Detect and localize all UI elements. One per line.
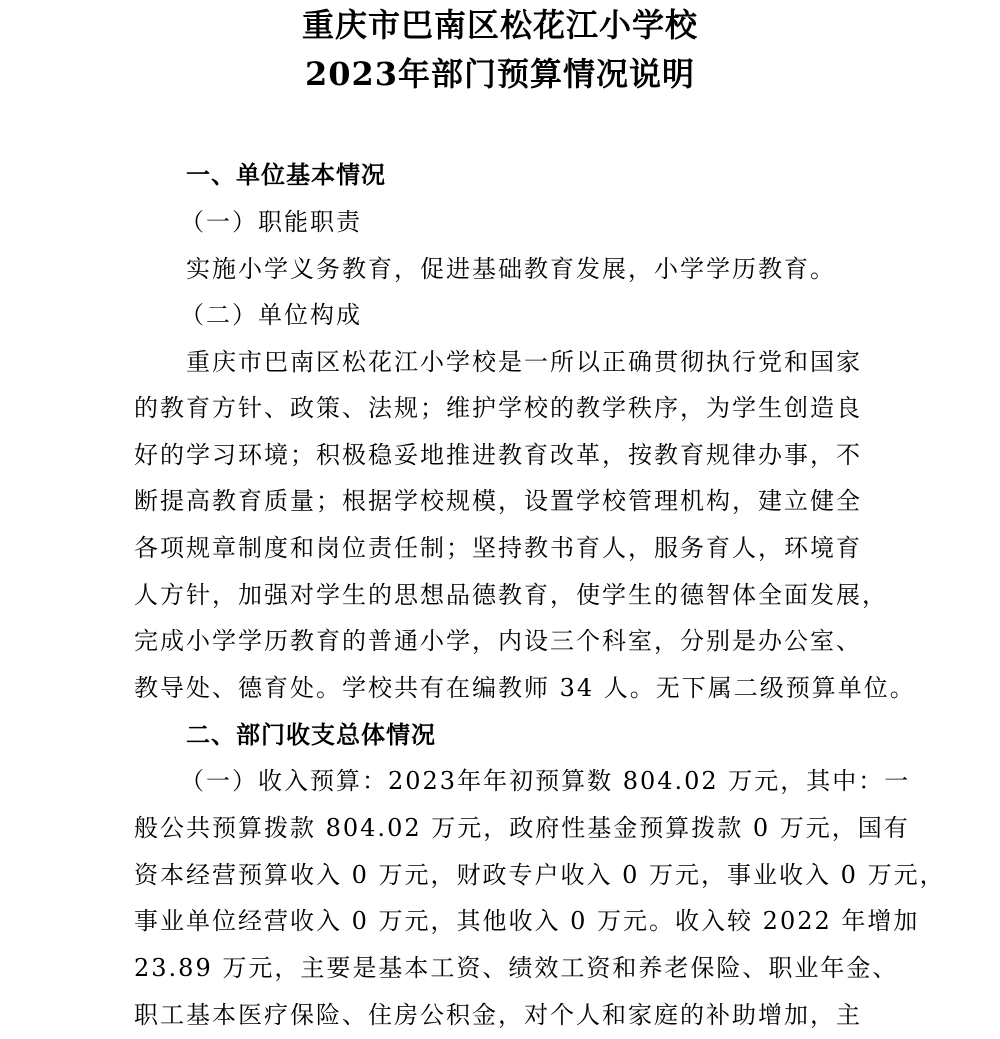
- paragraph-line: 重庆市巴南区松花江小学校是一所以正确贯彻执行党和国家: [186, 348, 862, 376]
- document-title-line1: 重庆市巴南区松花江小学校: [301, 6, 698, 44]
- paragraph-line: 资本经营预算收入 0 万元，财政专户收入 0 万元，事业收入 0 万元，: [134, 861, 946, 889]
- section1-heading: 一、单位基本情况: [186, 160, 386, 189]
- paragraph-line: 教导处、德育处。学校共有在编教师 34 人。无下属二级预算单位。: [134, 674, 916, 702]
- section2-heading: 二、部门收支总体情况: [186, 720, 436, 749]
- paragraph-line: 完成小学学历教育的普通小学，内设三个科室，分别是办公室、: [134, 627, 862, 655]
- document-title-line2: 2023年部门预算情况说明: [304, 55, 696, 93]
- paragraph-line: 般公共预算拨款 804.02 万元，政府性基金预算拨款 0 万元，国有: [134, 814, 910, 842]
- paragraph-line: 好的学习环境；积极稳妥地推进教育改革，按教育规律办事，不: [134, 441, 862, 469]
- paragraph-line: 各项规章制度和岗位责任制；坚持教书育人，服务育人，环境育: [134, 534, 862, 562]
- paragraph-line: 断提高教育质量；根据学校规模，设置学校管理机构，建立健全: [134, 487, 862, 515]
- paragraph-line: 事业单位经营收入 0 万元，其他收入 0 万元。收入较 2022 年增加: [134, 907, 920, 935]
- section1-sub1-heading: （一）职能职责: [180, 208, 362, 236]
- section1-sub1-text: 实施小学义务教育，促进基础教育发展，小学学历教育。: [186, 255, 836, 283]
- paragraph-line: 23.89 万元，主要是基本工资、绩效工资和养老保险、职业年金、: [134, 954, 899, 982]
- paragraph-line: 的教育方针、政策、法规；维护学校的教学秩序，为学生创造良: [134, 394, 862, 422]
- paragraph-line: （一）收入预算：2023年年初预算数 804.02 万元，其中：一: [180, 767, 911, 795]
- paragraph-line: 人方针，加强对学生的思想品德教育，使学生的德智体全面发展，: [134, 581, 888, 609]
- paragraph-line: 职工基本医疗保险、住房公积金，对个人和家庭的补助增加，主: [134, 1001, 862, 1029]
- section1-sub2-heading: （二）单位构成: [180, 301, 362, 329]
